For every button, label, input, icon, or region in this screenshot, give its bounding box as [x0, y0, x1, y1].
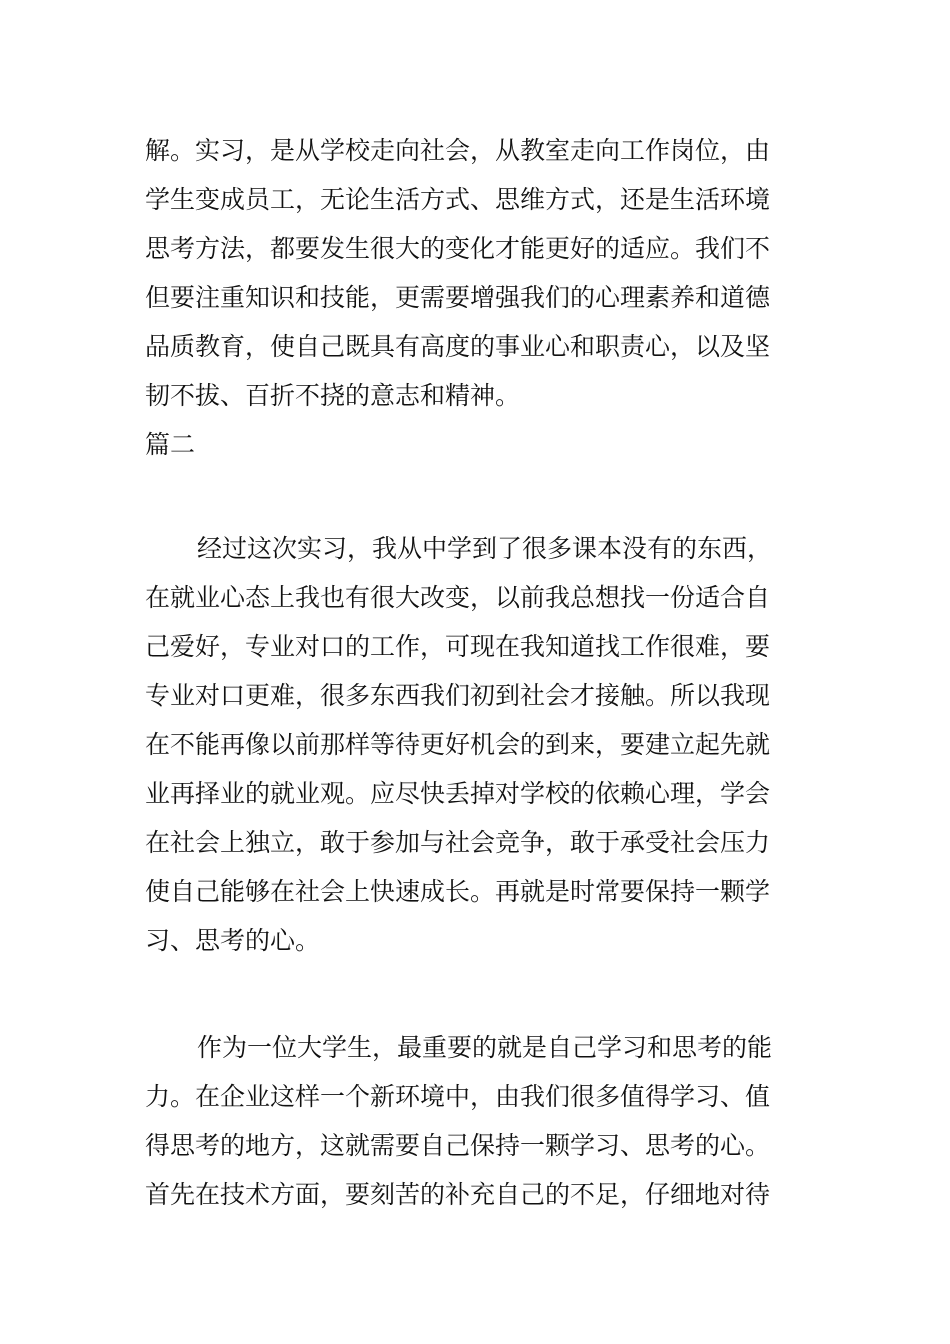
text-line: 韧不拔、百折不挠的意志和精神。	[145, 381, 521, 410]
text-line: 在就业心态上我也有很大改变，以前我总想找一份适合自	[145, 583, 771, 612]
text-line: 经过这次实习，我从中学到了很多课本没有的东西，	[197, 534, 773, 563]
text-line: 思考方法，都要发生很大的变化才能更好的适应。我们不	[145, 234, 771, 263]
text-line: 专业对口更难，很多东西我们初到社会才接触。所以我现	[145, 681, 771, 710]
text-line: 习、思考的心。	[145, 926, 321, 955]
text-line: 品质教育，使自己既具有高度的事业心和职责心，以及坚	[145, 332, 771, 361]
text-line: 力。在企业这样一个新环境中，由我们很多值得学习、值	[145, 1082, 771, 1111]
text-line: 解。实习，是从学校走向社会，从教室走向工作岗位，由	[145, 136, 771, 165]
text-line: 业再择业的就业观。应尽快丢掉对学校的依赖心理，学会	[145, 779, 771, 808]
section-heading	[145, 420, 815, 469]
section-heading-text: 篇二	[145, 430, 196, 459]
text-line: 得思考的地方，这就需要自己保持一颗学习、思考的心。	[145, 1131, 771, 1160]
text-line: 使自己能够在社会上快速成长。再就是时常要保持一颗学	[145, 877, 771, 906]
paragraph-internship	[145, 524, 815, 965]
text-line: 在不能再像以前那样等待更好机会的到来，要建立起先就	[145, 730, 771, 759]
text-line: 首先在技术方面，要刻苦的补充自己的不足，仔细地对待	[145, 1180, 771, 1209]
paragraph-student	[145, 1023, 815, 1219]
text-line: 己爱好，专业对口的工作，可现在我知道找工作很难，要	[145, 632, 771, 661]
text-line: 但要注重知识和技能，更需要增强我们的心理素养和道德	[145, 283, 771, 312]
text-line: 学生变成员工，无论生活方式、思维方式，还是生活环境	[145, 185, 771, 214]
text-line: 在社会上独立，敢于参加与社会竞争，敢于承受社会压力	[145, 828, 771, 857]
text-line: 作为一位大学生，最重要的就是自己学习和思考的能	[197, 1033, 773, 1062]
paragraph-continuation	[145, 126, 815, 420]
